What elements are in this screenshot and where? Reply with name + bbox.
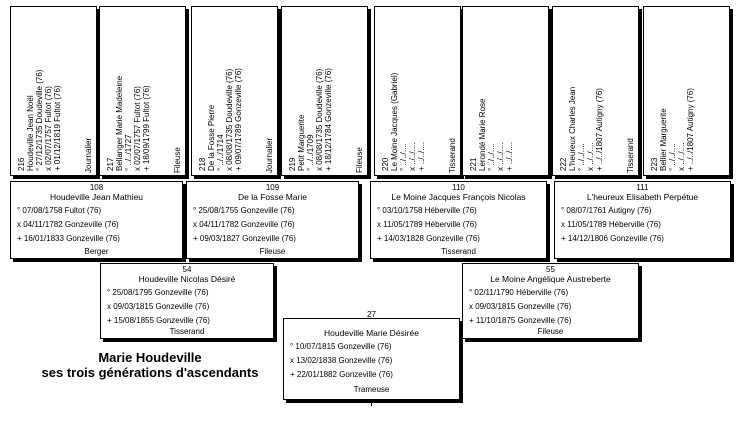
ancestor-birth: ° ../../....	[487, 143, 496, 171]
ancestor-name: Le Moine Angélique Austreberte	[490, 274, 611, 284]
ancestor-birth: ° 25/08/1755 Gonzeville (76)	[193, 206, 295, 215]
title-line-2: ses trois générations d'ascendants	[41, 365, 259, 380]
ancestor-gen3-box[interactable]	[374, 6, 461, 176]
ancestor-name: Le Moine Jacques François Nicolas	[391, 192, 526, 202]
root-tick	[371, 400, 372, 406]
ancestor-death: + ../../....	[505, 141, 514, 171]
ancestor-marriage: x ../../....	[586, 142, 595, 171]
root-person-death: + 22/01/1882 Gonzeville (76)	[290, 370, 393, 379]
ancestor-gen3-box[interactable]	[281, 6, 368, 176]
ancestor-name: L'heureux Elisabeth Perpétue	[586, 192, 699, 202]
ancestor-occupation: Fileuse	[259, 247, 286, 256]
ancestor-death: + 14/12/1806 Gonzeville (76)	[561, 234, 664, 243]
ancestor-marriage: x 08/08/1735 Doudeville (76)	[225, 68, 234, 171]
ancestor-occupation: Tisserand	[441, 247, 476, 256]
ancestor-number: 218	[198, 157, 207, 171]
ancestor-marriage: x 09/03/1815 Gonzeville (76)	[107, 302, 210, 311]
ancestor-occupation: Fileuse	[537, 327, 564, 336]
ancestor-number: 221	[469, 157, 478, 171]
ancestor-gen3-box[interactable]	[10, 6, 97, 176]
ancestor-marriage: x 11/05/1789 Héberville (76)	[561, 220, 661, 229]
ancestor-number: 111	[636, 183, 649, 192]
ancestor-number: 217	[106, 157, 115, 171]
ancestor-marriage: x 04/11/1782 Gonzeville (76)	[17, 220, 119, 229]
ancestor-gen2-box[interactable]	[10, 181, 183, 259]
ancestor-death: + 09/07/1789 Gonzeville (76)	[234, 68, 243, 171]
ancestor-number: 109	[265, 183, 280, 192]
ancestor-gen1-box[interactable]	[100, 263, 274, 339]
ancestor-birth: ° 07/08/1758 Fultot (76)	[17, 206, 102, 215]
ancestor-name: Houdeville Nicolas Désiré	[138, 274, 236, 284]
ancestor-occupation: Tisserand	[626, 138, 635, 173]
ancestor-birth: ° ../../....	[399, 143, 408, 171]
ancestor-marriage: x ../../....	[408, 142, 417, 171]
ancestor-death: + 01/12/1819 Fultot (76)	[53, 85, 62, 171]
ancestor-birth: ° ../../1727	[124, 134, 133, 171]
ancestor-name: Bellanger Marie Madeleine	[115, 75, 124, 171]
ancestor-occupation: Fileuse	[355, 147, 364, 173]
ancestor-number: 220	[381, 157, 390, 171]
ancestor-marriage: x 09/03/1815 Gonzeville (76)	[469, 302, 572, 311]
ancestor-marriage: x ../../....	[496, 142, 505, 171]
ancestor-number: 54	[182, 265, 192, 274]
ancestor-number: 55	[546, 265, 555, 274]
ancestor-name: Houdeville Jean Noël	[26, 95, 35, 171]
ancestor-birth: ° ../../1714	[216, 134, 225, 171]
root-person-name: Houdeville Marie Désirée	[324, 328, 419, 338]
root-person-occupation: Trameuse	[353, 385, 390, 394]
ancestor-name: L'heureux Charles Jean	[568, 86, 577, 171]
ancestor-gen3-box[interactable]	[462, 6, 549, 176]
page-title	[20, 350, 280, 380]
ancestor-death: + ../../1807 Autigny (76)	[595, 88, 604, 171]
ancestor-number: 222	[559, 157, 568, 171]
ancestor-name: De la Fosse Pierre	[207, 104, 216, 171]
ancestor-gen3-text	[650, 88, 695, 171]
ancestor-gen3-text	[469, 99, 514, 171]
ancestor-name: Lerondé Marie Rose	[478, 98, 487, 171]
ancestor-name: Petit Marguerite	[297, 114, 306, 171]
ancestor-name: Houdeville Jean Mathieu	[49, 192, 144, 202]
ancestor-marriage: x 04/11/1782 Gonzeville (76)	[193, 220, 295, 229]
ancestor-gen3-text	[106, 76, 151, 171]
ancestor-gen3-box[interactable]	[643, 6, 730, 176]
ancestor-occupation: Berger	[84, 247, 109, 256]
ancestor-gen2-box[interactable]	[186, 181, 359, 259]
ancestor-gen3-text	[17, 70, 62, 172]
ancestor-birth: ° ../../....	[577, 143, 586, 171]
ancestor-gen3-text	[288, 68, 333, 171]
ancestor-death: + ../../1807 Autigny (76)	[686, 88, 695, 171]
ancestor-gen3-box[interactable]	[191, 6, 278, 176]
ancestor-number: 110	[452, 183, 465, 192]
ancestor-birth: ° ../../....	[668, 143, 677, 171]
ancestor-death: + 18/12/1784 Gonzeville (76)	[324, 68, 333, 171]
ancestor-birth: ° 03/10/1758 Héberville (76)	[377, 206, 477, 215]
ancestor-number: 108	[89, 183, 104, 192]
ancestor-number: 219	[288, 157, 297, 171]
ancestor-number: 223	[650, 157, 659, 171]
ancestor-name: Bellier Marguerite	[659, 108, 668, 171]
ancestor-birth: ° 02/11/1790 Héberville (76)	[469, 288, 569, 297]
ancestor-death: + 15/08/1855 Gonzeville (76)	[107, 316, 210, 325]
ancestor-gen3-text	[198, 68, 243, 171]
ancestor-death: + 16/01/1833 Gonzeville (76)	[17, 234, 120, 243]
ancestor-death: + ../../....	[417, 141, 426, 171]
ancestor-gen3-text	[559, 87, 604, 171]
ancestor-occupation: Journalier	[84, 137, 93, 173]
ancestor-marriage: x 02/07/1757 Fultot (76)	[44, 86, 53, 171]
root-person-birth: ° 10/07/1815 Gonzeville (76)	[290, 342, 392, 351]
ancestor-number: 216	[17, 157, 26, 171]
ancestor-gen3-box[interactable]	[552, 6, 639, 176]
ancestor-death: + 11/10/1875 Gonzeville (76)	[469, 316, 572, 325]
ancestor-birth: ° 08/07/1761 Autigny (76)	[561, 206, 652, 215]
ancestor-gen3-text	[381, 73, 426, 171]
ancestor-gen2-box[interactable]	[554, 181, 731, 259]
ancestor-marriage: x 02/07/1757 Fultot (76)	[133, 86, 142, 171]
ancestor-name: Le Moine Jacques (Gabriel)	[390, 72, 399, 171]
ancestor-occupation: Tisserand	[448, 138, 457, 173]
ancestor-marriage: x 08/08/1735 Doudeville (76)	[315, 68, 324, 171]
ancestor-occupation: Tisserand	[169, 327, 205, 336]
ancestor-marriage: x 11/05/1789 Héberville (76)	[377, 220, 477, 229]
root-person-box[interactable]	[283, 310, 460, 400]
ancestor-marriage: x ../../....	[677, 142, 686, 171]
ancestor-death: + 18/09/1799 Fultot (76)	[142, 85, 151, 171]
ancestor-birth: ° ../../1709	[306, 134, 315, 171]
root-person-number: 27	[367, 310, 376, 319]
ancestor-occupation: Journalier	[265, 137, 274, 173]
ancestor-birth: ° 25/08/1795 Gonzeville (76)	[107, 288, 209, 297]
ancestor-gen2-box[interactable]	[370, 181, 547, 259]
ancestor-gen1-box[interactable]	[462, 263, 639, 339]
ancestor-birth: ° 27/12/1735 Doudeville (76)	[35, 69, 44, 171]
title-line-1: Marie Houdeville	[98, 350, 202, 365]
ancestor-death: + 09/03/1827 Gonzeville (76)	[193, 234, 296, 243]
ancestor-gen3-box[interactable]	[99, 6, 186, 176]
ancestor-name: De la Fosse Marie	[238, 192, 307, 202]
root-person-marriage: x 13/02/1838 Gonzeville (76)	[290, 356, 393, 365]
ancestor-death: + 14/03/1828 Gonzeville (76)	[377, 234, 480, 243]
ancestor-occupation: Fileuse	[173, 147, 182, 173]
